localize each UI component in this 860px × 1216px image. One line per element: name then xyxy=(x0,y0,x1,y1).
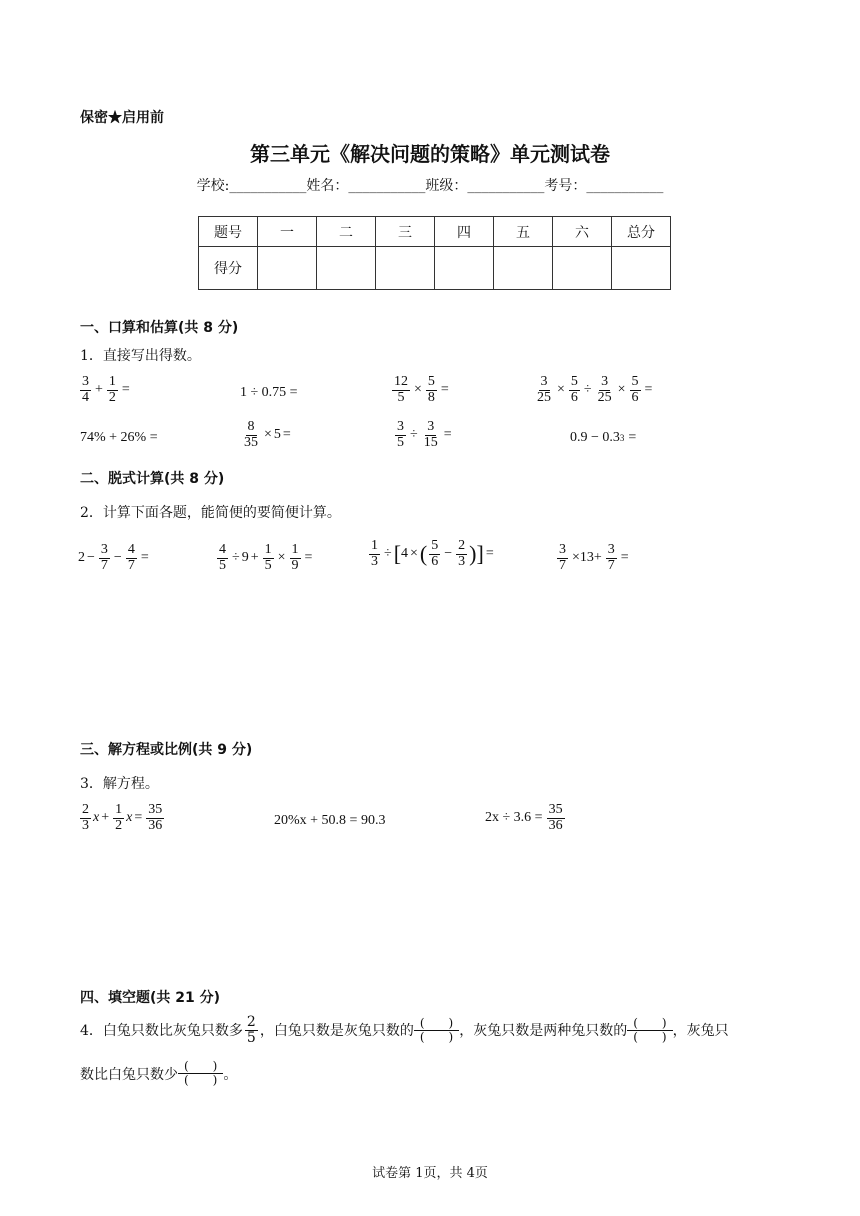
expression-1-4: $\frac{3}{25}$ × $\frac{5}{6}$ ÷ $\frac{3}{25}$ × $\frac{5}{6}$ = xyxy=(537,374,653,405)
score-input-cell[interactable] xyxy=(376,247,435,290)
score-header-cell: 题号 xyxy=(199,217,258,247)
question-4-line-2: 数比白兔只数少 ( ) ( ) 。 xyxy=(80,1059,238,1088)
score-header-cell: 一 xyxy=(258,217,317,247)
expression-1-2: 1 ÷ 0.75 = xyxy=(240,385,298,400)
score-input-cell[interactable] xyxy=(435,247,494,290)
equation-3-1: $\frac{2}{3}$ x + $\frac{1}{2}$ x = $\frac{35}{36}$ xyxy=(82,802,163,833)
question-4-line-1: 4．白兔只数比灰兔只数多 $\frac{2}{5}$ ，白兔只数是灰兔只数的 ( ) ( ) ，灰兔只数是两种兔只数的 ( ) ( ) ，灰兔只 xyxy=(80,1014,729,1046)
expression-1-3: $\frac{12}{5}$ × $\frac{5}{8}$ = xyxy=(394,374,449,405)
question-1: 1．直接写出得数。 xyxy=(80,348,201,364)
score-input-cell[interactable] xyxy=(494,247,553,290)
section-title-4: 四、填空题(共 21 分) xyxy=(80,990,221,1006)
score-table xyxy=(198,216,671,290)
answer-blank[interactable]: ( ) ( ) xyxy=(178,1060,223,1087)
section-title-2: 二、脱式计算(共 8 分) xyxy=(80,471,225,487)
expression-1-7: $\frac{3}{5}$ ÷ $\frac{3}{15}$ = xyxy=(397,419,452,450)
score-header-cell: 五 xyxy=(494,217,553,247)
score-row-label: 得分 xyxy=(199,247,258,290)
question-2: 2．计算下面各题，能简便的要简便计算。 xyxy=(80,505,341,521)
expression-2-1: 2 − $\frac{3}{7}$ − $\frac{4}{7}$ = xyxy=(78,542,149,573)
score-header-cell: 四 xyxy=(435,217,494,247)
equation-3-2: 20%x + 50.8 = 90.3 xyxy=(274,813,386,828)
answer-blank[interactable]: ( ) ( ) xyxy=(627,1017,672,1044)
expression-2-4: $\frac{3}{7}$ ×13+ $\frac{3}{7}$ = xyxy=(559,542,629,573)
page-title: 第三单元《解决问题的策略》单元测试卷 xyxy=(250,142,610,166)
expression-2-3: $\frac{1}{3}$ ÷ [ 4 × ( $\frac{5}{6}$ − $\frac{2}{3}$ ) ] = xyxy=(371,538,494,569)
expression-1-8: 0.9 − 0.3 3 = xyxy=(570,430,637,445)
expression-1-5: 74% + 26% = xyxy=(80,430,158,445)
score-input-cell[interactable] xyxy=(317,247,376,290)
expression-1-6: $\frac{8}{35}$ × 5 = xyxy=(244,419,291,450)
score-input-cell[interactable] xyxy=(612,247,671,290)
expression-1-1: $\frac{3}{4}$ + $\frac{1}{2}$ = xyxy=(82,374,130,405)
student-info-line: 学校:___________姓名：___________班级：___________考号：___________ xyxy=(196,178,664,194)
score-header-cell: 二 xyxy=(317,217,376,247)
equation-3-3: 2x ÷ 3.6 = $\frac{35}{36}$ xyxy=(485,802,563,833)
answer-blank[interactable]: ( ) ( ) xyxy=(414,1017,459,1044)
expression-2-2: $\frac{4}{5}$ ÷ 9 + $\frac{1}{5}$ × $\frac{1}{9}$ = xyxy=(219,542,313,573)
score-input-cell[interactable] xyxy=(258,247,317,290)
question-3: 3．解方程。 xyxy=(80,776,159,792)
score-header-cell: 六 xyxy=(553,217,612,247)
page-footer: 试卷第 1页，共 4页 xyxy=(372,1166,488,1181)
score-header-cell: 总分 xyxy=(612,217,671,247)
section-title-3: 三、解方程或比例(共 9 分) xyxy=(80,742,253,758)
secret-label: 保密★启用前 xyxy=(80,110,164,126)
section-title-1: 一、口算和估算(共 8 分) xyxy=(80,320,239,336)
score-header-cell: 三 xyxy=(376,217,435,247)
score-input-cell[interactable] xyxy=(553,247,612,290)
